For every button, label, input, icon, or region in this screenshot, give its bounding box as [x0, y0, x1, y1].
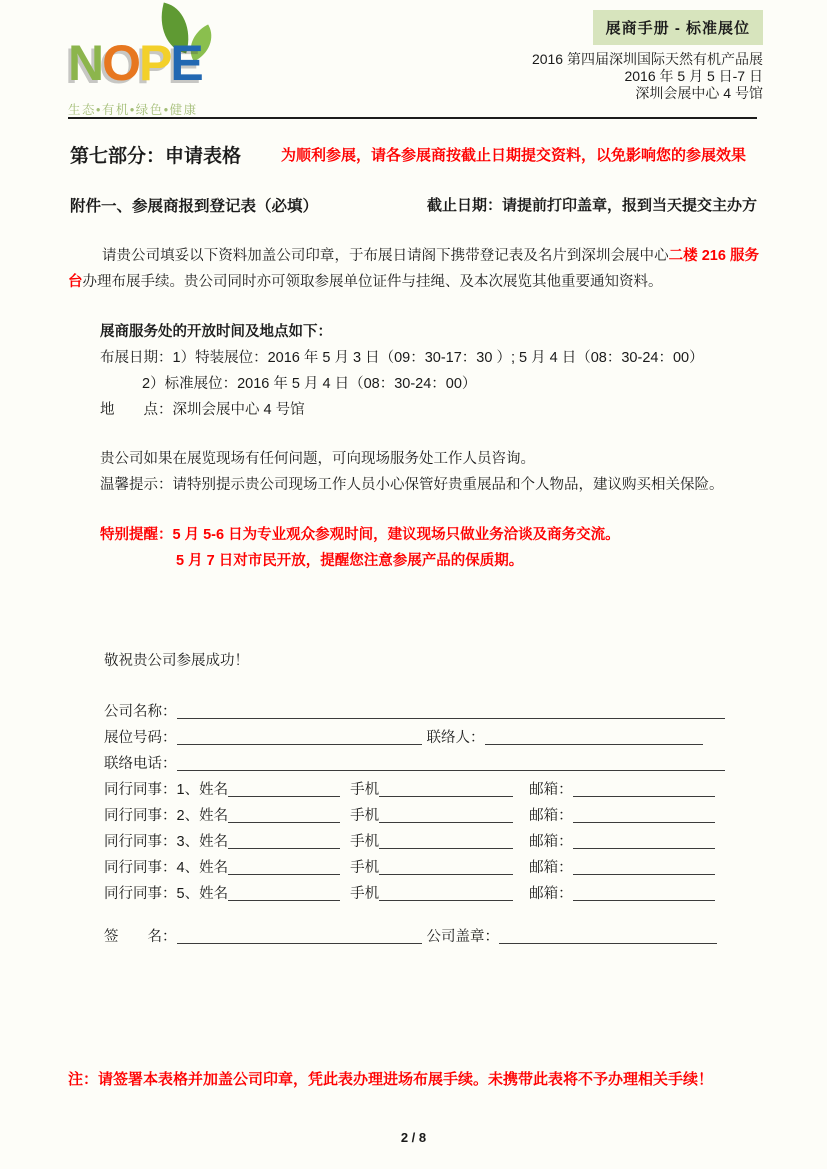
logo-letter-p: P [139, 35, 171, 91]
exhibitor-manual-badge: 展商手册 - 标准展位 [593, 10, 763, 45]
colleague-row-5 [104, 881, 767, 907]
contact-person-line [485, 731, 703, 745]
phone-label: 手机 [350, 782, 380, 798]
name-line [228, 835, 340, 849]
logo-letter-n: N [68, 35, 103, 91]
phone-line [379, 861, 513, 875]
colleague-label: 同行同事：4、姓名 [104, 860, 229, 876]
registration-form [104, 699, 767, 907]
service-desk-schedule [100, 319, 767, 423]
event-date: 2016 年 5 月 5 日-7 日 [624, 68, 763, 84]
contact-phone-row [104, 751, 767, 777]
name-line [228, 809, 340, 823]
name-line [228, 861, 340, 875]
signature-row [104, 924, 717, 950]
special-reminder-line-1: 特别提醒：5 月 5-6 日为专业观众参观时间，建议现场只做业务洽谈及商务交流。 [100, 527, 620, 543]
event-venue: 深圳会展中心 4 号馆 [635, 85, 763, 101]
section-notice: 为顺利参展，请各参展商按截止日期提交资料，以免影响您的参展效果 [281, 147, 747, 164]
intro-text-2: 办理布展手续。贵公司同时亦可领取参展单位证件与挂绳、及本次展览其他重要通知资料。 [82, 274, 663, 290]
deadline-note: 截止日期：请提前打印盖章，报到当天提交主办方 [426, 197, 757, 214]
attachment-title: 附件一、参展商报到登记表（必填） [70, 198, 319, 215]
intro-text-1: 请贵公司填妥以下资料加盖公司印章，于布展日请阁下携带登记表及名片到深圳会展中心 [102, 248, 669, 264]
phone-label: 手机 [350, 860, 380, 876]
header-rule [68, 117, 757, 119]
email-line [573, 835, 715, 849]
logo-letter-e: E [170, 35, 202, 91]
section-title: 第七部分：申请表格 [70, 146, 242, 167]
onsite-notes [100, 446, 767, 498]
colleague-label: 同行同事：2、姓名 [104, 808, 229, 824]
setup-date-line-1: 布展日期：1）特装展位：2016 年 5 月 3 日（09：30-17：30 ）; 5 月 4 日（08：30-24：00） [100, 350, 704, 366]
colleague-label: 同行同事：1、姓名 [104, 782, 229, 798]
intro-highlight: 二楼 216 服务台 [68, 248, 760, 290]
booth-number-row [104, 725, 767, 751]
company-name-row [104, 699, 767, 725]
email-line [573, 783, 715, 797]
phone-line [379, 783, 513, 797]
footer-note: 注：请签署本表格并加盖公司印章，凭此表办理进场布展手续。未携带此表将不予办理相关手续！ [68, 1071, 714, 1088]
contact-person-label: 联络人： [426, 730, 485, 746]
page-header [532, 10, 763, 102]
company-name-label: 公司名称： [104, 704, 177, 720]
colleague-row-4 [104, 855, 767, 881]
contact-phone-line [177, 757, 725, 771]
setup-date-line-2: 2）标准展位：2016 年 5 月 4 日（08：30-24：00） [142, 376, 477, 392]
nope-logo [66, 4, 296, 118]
signature-label: 签 名： [104, 929, 177, 945]
email-line [573, 861, 715, 875]
special-reminder-line-2: 5 月 7 日对市民开放，提醒您注意参展产品的保质期。 [176, 553, 524, 569]
colleague-label: 同行同事：5、姓名 [104, 886, 229, 902]
phone-label: 手机 [350, 886, 380, 902]
colleague-label: 同行同事：3、姓名 [104, 834, 229, 850]
phone-label: 手机 [350, 808, 380, 824]
schedule-heading: 展商服务处的开放时间及地点如下： [100, 324, 332, 340]
email-line [573, 887, 715, 901]
email-label: 邮箱： [529, 808, 573, 824]
signature-line [177, 930, 422, 944]
insurance-tip: 温馨提示：请特别提示贵公司现场工作人员小心保管好贵重展品和个人物品，建议购买相关保险。 [100, 477, 724, 493]
logo-word [68, 35, 202, 91]
email-line [573, 809, 715, 823]
schedule-location: 地 点：深圳会展中心 4 号馆 [100, 402, 305, 418]
phone-line [379, 835, 513, 849]
colleague-row-3 [104, 829, 767, 855]
company-name-line [177, 705, 725, 719]
email-label: 邮箱： [529, 860, 573, 876]
page-number: 2 / 8 [400, 1130, 427, 1145]
name-line [228, 783, 340, 797]
special-reminder [100, 522, 767, 574]
email-label: 邮箱： [529, 782, 573, 798]
phone-label: 手机 [350, 834, 380, 850]
wish-line: 敬祝贵公司参展成功！ [104, 653, 249, 669]
event-title: 2016 第四届深圳国际天然有机产品展 [531, 51, 763, 67]
contact-phone-label: 联络电话： [104, 756, 177, 772]
logo-tagline: 生态•有机•绿色•健康 [68, 103, 198, 117]
intro-paragraph [68, 243, 759, 295]
email-label: 邮箱： [529, 886, 573, 902]
colleague-row-2 [104, 803, 767, 829]
name-line [228, 887, 340, 901]
booth-number-label: 展位号码： [104, 730, 177, 746]
company-stamp-line [499, 930, 717, 944]
phone-line [379, 887, 513, 901]
company-stamp-label: 公司盖章： [426, 929, 499, 945]
booth-number-line [177, 731, 422, 745]
onsite-help-note: 贵公司如果在展览现场有任何问题，可向现场服务处工作人员咨询。 [100, 451, 535, 467]
phone-line [379, 809, 513, 823]
email-label: 邮箱： [529, 834, 573, 850]
colleague-row-1 [104, 777, 767, 803]
logo-letter-o: O [102, 35, 140, 91]
